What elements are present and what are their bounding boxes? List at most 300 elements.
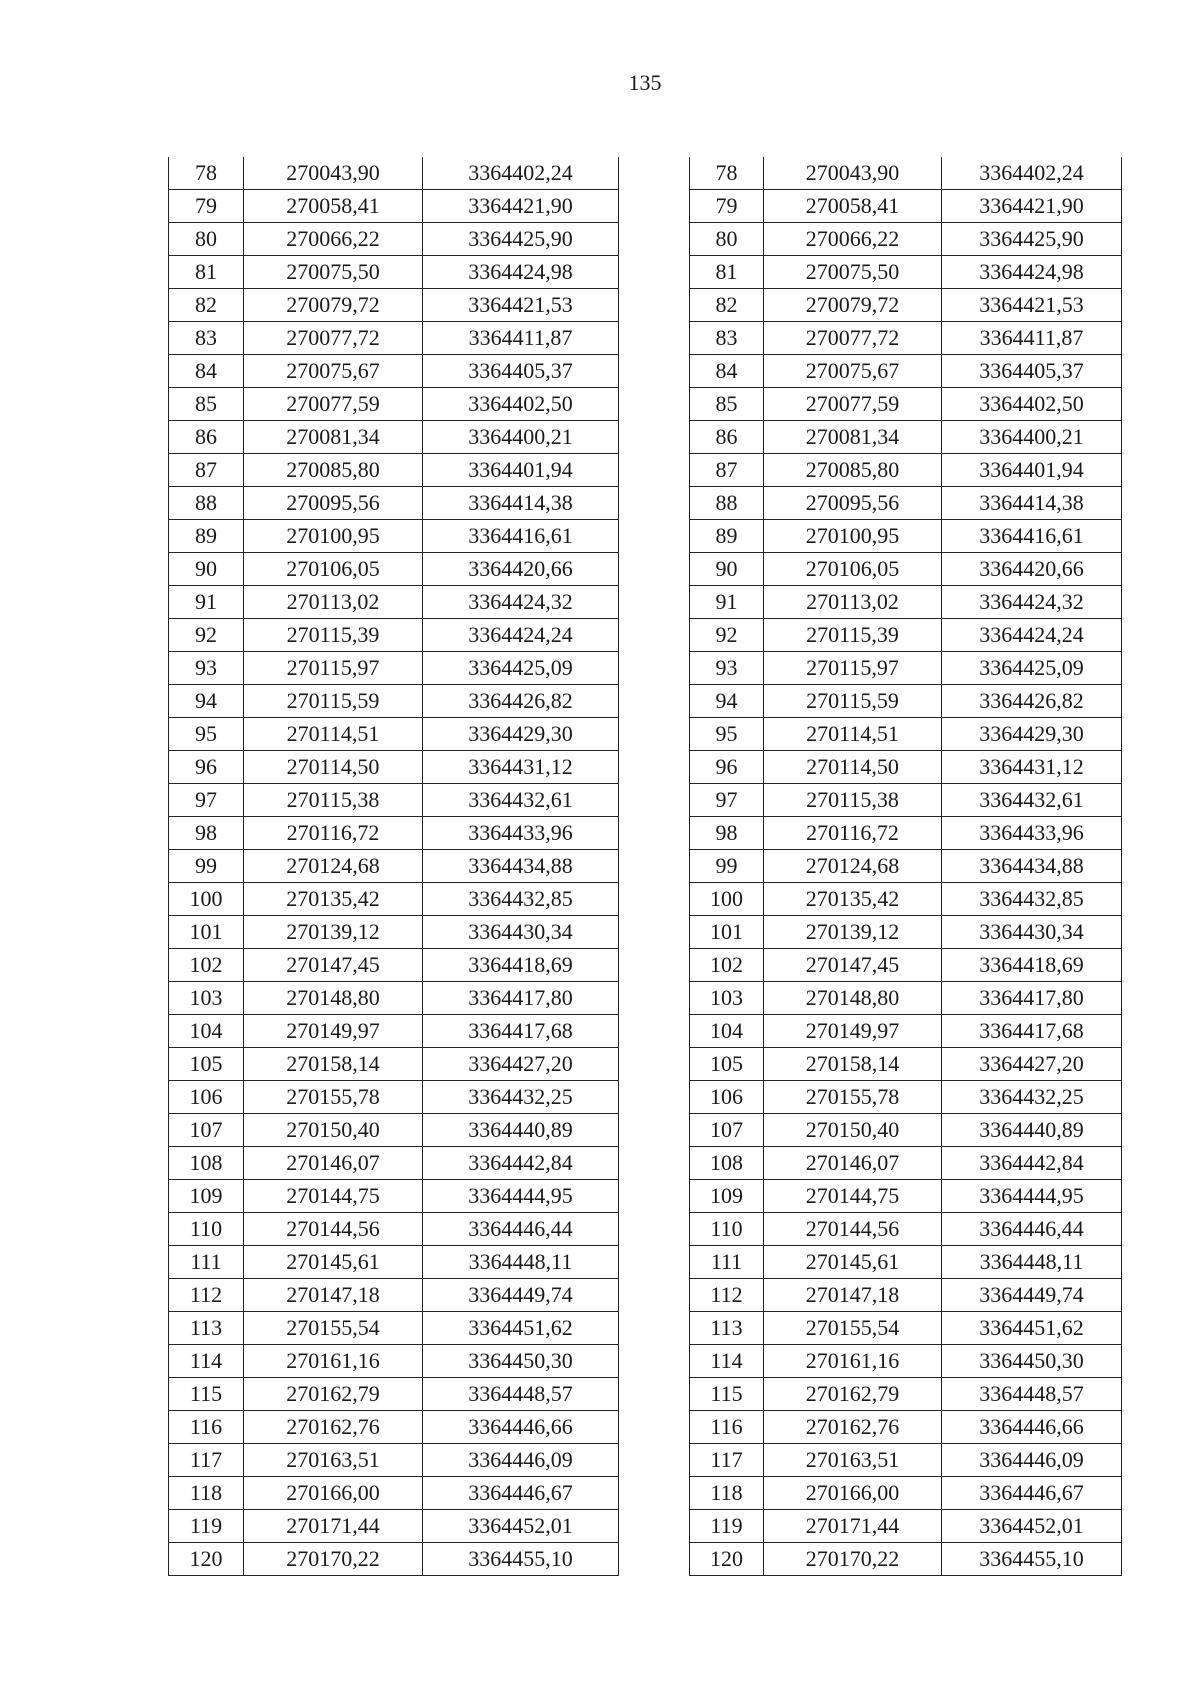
point-number-cell: 108 [690,1147,764,1180]
y-coordinate-cell: 3364442,84 [942,1147,1122,1180]
table-row [690,784,1122,817]
table-row [690,883,1122,916]
table-row [169,1246,619,1279]
point-number-cell: 104 [690,1015,764,1048]
y-coordinate-cell: 3364427,20 [423,1048,619,1081]
table-row [169,520,619,553]
point-number-cell: 107 [690,1114,764,1147]
x-coordinate-cell: 270139,12 [764,916,942,949]
y-coordinate-cell: 3364450,30 [942,1345,1122,1378]
table-row [690,322,1122,355]
y-coordinate-cell: 3364405,37 [942,355,1122,388]
table-row [690,1048,1122,1081]
table-row [690,520,1122,553]
x-coordinate-cell: 270115,59 [244,685,423,718]
point-number-cell: 97 [690,784,764,817]
x-coordinate-cell: 270149,97 [244,1015,423,1048]
x-coordinate-cell: 270115,39 [244,619,423,652]
point-number-cell: 110 [169,1213,244,1246]
coordinates-table-right [689,157,1122,1576]
y-coordinate-cell: 3364417,80 [942,982,1122,1015]
page-number: 135 [628,70,662,95]
table-row [690,1147,1122,1180]
table-row [169,421,619,454]
x-coordinate-cell: 270075,50 [764,256,942,289]
point-number-cell: 78 [169,157,244,190]
table-row [169,256,619,289]
x-coordinate-cell: 270077,59 [764,388,942,421]
y-coordinate-cell: 3364402,50 [423,388,619,421]
x-coordinate-cell: 270150,40 [244,1114,423,1147]
point-number-cell: 85 [690,388,764,421]
y-coordinate-cell: 3364420,66 [942,553,1122,586]
x-coordinate-cell: 270155,54 [244,1312,423,1345]
x-coordinate-cell: 270161,16 [764,1345,942,1378]
point-number-cell: 100 [690,883,764,916]
table-row [690,223,1122,256]
table-row [690,817,1122,850]
y-coordinate-cell: 3364429,30 [942,718,1122,751]
y-coordinate-cell: 3364432,25 [942,1081,1122,1114]
y-coordinate-cell: 3364446,44 [942,1213,1122,1246]
x-coordinate-cell: 270147,18 [244,1279,423,1312]
y-coordinate-cell: 3364451,62 [423,1312,619,1345]
point-number-cell: 120 [690,1543,764,1576]
point-number-cell: 80 [169,223,244,256]
table-row [690,1345,1122,1378]
table-row [169,190,619,223]
y-coordinate-cell: 3364411,87 [423,322,619,355]
y-coordinate-cell: 3364432,85 [942,883,1122,916]
y-coordinate-cell: 3364426,82 [423,685,619,718]
table-row [169,1510,619,1543]
y-coordinate-cell: 3364449,74 [942,1279,1122,1312]
table-row [169,553,619,586]
y-coordinate-cell: 3364421,53 [423,289,619,322]
x-coordinate-cell: 270155,78 [244,1081,423,1114]
y-coordinate-cell: 3364431,12 [942,751,1122,784]
y-coordinate-cell: 3364402,24 [423,157,619,190]
y-coordinate-cell: 3364417,68 [423,1015,619,1048]
point-number-cell: 119 [690,1510,764,1543]
table-row [690,1246,1122,1279]
x-coordinate-cell: 270058,41 [244,190,423,223]
point-number-cell: 82 [169,289,244,322]
coordinates-table-body [169,157,619,1576]
point-number-cell: 102 [169,949,244,982]
point-number-cell: 84 [169,355,244,388]
x-coordinate-cell: 270079,72 [764,289,942,322]
table-row [169,454,619,487]
point-number-cell: 116 [169,1411,244,1444]
table-row [690,1378,1122,1411]
table-row [169,1213,619,1246]
table-row [169,751,619,784]
x-coordinate-cell: 270066,22 [764,223,942,256]
x-coordinate-cell: 270146,07 [244,1147,423,1180]
x-coordinate-cell: 270166,00 [244,1477,423,1510]
x-coordinate-cell: 270066,22 [244,223,423,256]
table-row [690,289,1122,322]
point-number-cell: 109 [690,1180,764,1213]
point-number-cell: 85 [169,388,244,421]
x-coordinate-cell: 270158,14 [244,1048,423,1081]
x-coordinate-cell: 270171,44 [764,1510,942,1543]
y-coordinate-cell: 3364418,69 [423,949,619,982]
point-number-cell: 114 [169,1345,244,1378]
table-row [690,1477,1122,1510]
y-coordinate-cell: 3364405,37 [423,355,619,388]
y-coordinate-cell: 3364446,66 [423,1411,619,1444]
y-coordinate-cell: 3364442,84 [423,1147,619,1180]
x-coordinate-cell: 270148,80 [764,982,942,1015]
table-row [169,1345,619,1378]
table-row [169,1015,619,1048]
point-number-cell: 119 [169,1510,244,1543]
table-row [169,883,619,916]
point-number-cell: 101 [169,916,244,949]
x-coordinate-cell: 270139,12 [244,916,423,949]
y-coordinate-cell: 3364452,01 [942,1510,1122,1543]
x-coordinate-cell: 270100,95 [764,520,942,553]
table-row [169,223,619,256]
point-number-cell: 97 [169,784,244,817]
point-number-cell: 92 [169,619,244,652]
x-coordinate-cell: 270161,16 [244,1345,423,1378]
x-coordinate-cell: 270163,51 [764,1444,942,1477]
table-row [690,1114,1122,1147]
x-coordinate-cell: 270114,50 [764,751,942,784]
point-number-cell: 98 [690,817,764,850]
x-coordinate-cell: 270155,78 [764,1081,942,1114]
x-coordinate-cell: 270149,97 [764,1015,942,1048]
y-coordinate-cell: 3364455,10 [423,1543,619,1576]
point-number-cell: 87 [690,454,764,487]
y-coordinate-cell: 3364411,87 [942,322,1122,355]
table-row [690,718,1122,751]
y-coordinate-cell: 3364427,20 [942,1048,1122,1081]
y-coordinate-cell: 3364400,21 [942,421,1122,454]
y-coordinate-cell: 3364425,90 [942,223,1122,256]
table-row [690,1015,1122,1048]
x-coordinate-cell: 270113,02 [244,586,423,619]
table-row [690,421,1122,454]
y-coordinate-cell: 3364432,61 [942,784,1122,817]
point-number-cell: 99 [169,850,244,883]
table-row [690,751,1122,784]
table-row [169,982,619,1015]
point-number-cell: 103 [169,982,244,1015]
table-row [690,916,1122,949]
y-coordinate-cell: 3364440,89 [942,1114,1122,1147]
x-coordinate-cell: 270147,45 [244,949,423,982]
x-coordinate-cell: 270144,75 [764,1180,942,1213]
point-number-cell: 116 [690,1411,764,1444]
y-coordinate-cell: 3364418,69 [942,949,1122,982]
x-coordinate-cell: 270095,56 [764,487,942,520]
y-coordinate-cell: 3364414,38 [942,487,1122,520]
y-coordinate-cell: 3364432,85 [423,883,619,916]
point-number-cell: 79 [690,190,764,223]
table-row [690,1444,1122,1477]
y-coordinate-cell: 3364431,12 [423,751,619,784]
x-coordinate-cell: 270079,72 [244,289,423,322]
y-coordinate-cell: 3364446,67 [423,1477,619,1510]
point-number-cell: 112 [690,1279,764,1312]
table-row [690,850,1122,883]
point-number-cell: 87 [169,454,244,487]
coordinates-table-body [690,157,1122,1576]
x-coordinate-cell: 270075,50 [244,256,423,289]
point-number-cell: 120 [169,1543,244,1576]
point-number-cell: 93 [169,652,244,685]
x-coordinate-cell: 270158,14 [764,1048,942,1081]
y-coordinate-cell: 3364429,30 [423,718,619,751]
y-coordinate-cell: 3364401,94 [423,454,619,487]
y-coordinate-cell: 3364430,34 [423,916,619,949]
table-row [169,784,619,817]
x-coordinate-cell: 270116,72 [764,817,942,850]
x-coordinate-cell: 270170,22 [244,1543,423,1576]
x-coordinate-cell: 270148,80 [244,982,423,1015]
y-coordinate-cell: 3364432,25 [423,1081,619,1114]
y-coordinate-cell: 3364401,94 [942,454,1122,487]
y-coordinate-cell: 3364420,66 [423,553,619,586]
x-coordinate-cell: 270106,05 [764,553,942,586]
table-row [690,190,1122,223]
x-coordinate-cell: 270144,75 [244,1180,423,1213]
point-number-cell: 92 [690,619,764,652]
table-row [169,487,619,520]
y-coordinate-cell: 3364424,32 [942,586,1122,619]
table-row [690,454,1122,487]
x-coordinate-cell: 270075,67 [764,355,942,388]
y-coordinate-cell: 3364426,82 [942,685,1122,718]
point-number-cell: 81 [169,256,244,289]
point-number-cell: 94 [169,685,244,718]
table-row [169,1114,619,1147]
x-coordinate-cell: 270081,34 [764,421,942,454]
point-number-cell: 84 [690,355,764,388]
x-coordinate-cell: 270145,61 [764,1246,942,1279]
y-coordinate-cell: 3364421,53 [942,289,1122,322]
x-coordinate-cell: 270144,56 [244,1213,423,1246]
point-number-cell: 86 [169,421,244,454]
y-coordinate-cell: 3364425,09 [423,652,619,685]
point-number-cell: 111 [690,1246,764,1279]
x-coordinate-cell: 270124,68 [764,850,942,883]
y-coordinate-cell: 3364416,61 [942,520,1122,553]
point-number-cell: 104 [169,1015,244,1048]
point-number-cell: 90 [169,553,244,586]
point-number-cell: 115 [690,1378,764,1411]
point-number-cell: 88 [690,487,764,520]
table-row [690,1279,1122,1312]
x-coordinate-cell: 270163,51 [244,1444,423,1477]
y-coordinate-cell: 3364424,32 [423,586,619,619]
y-coordinate-cell: 3364446,09 [423,1444,619,1477]
point-number-cell: 89 [690,520,764,553]
y-coordinate-cell: 3364444,95 [423,1180,619,1213]
y-coordinate-cell: 3364448,11 [423,1246,619,1279]
x-coordinate-cell: 270115,97 [244,652,423,685]
y-coordinate-cell: 3364433,96 [942,817,1122,850]
y-coordinate-cell: 3364448,57 [942,1378,1122,1411]
point-number-cell: 115 [169,1378,244,1411]
point-number-cell: 88 [169,487,244,520]
x-coordinate-cell: 270077,59 [244,388,423,421]
table-row [690,1081,1122,1114]
y-coordinate-cell: 3364448,57 [423,1378,619,1411]
y-coordinate-cell: 3364414,38 [423,487,619,520]
table-row [690,685,1122,718]
x-coordinate-cell: 270085,80 [244,454,423,487]
x-coordinate-cell: 270135,42 [764,883,942,916]
table-row [169,388,619,421]
point-number-cell: 90 [690,553,764,586]
point-number-cell: 106 [690,1081,764,1114]
table-row [690,949,1122,982]
point-number-cell: 95 [690,718,764,751]
x-coordinate-cell: 270144,56 [764,1213,942,1246]
point-number-cell: 103 [690,982,764,1015]
y-coordinate-cell: 3364402,50 [942,388,1122,421]
table-row [690,487,1122,520]
table-row [690,619,1122,652]
y-coordinate-cell: 3364424,24 [423,619,619,652]
table-row [169,949,619,982]
point-number-cell: 96 [690,751,764,784]
point-number-cell: 112 [169,1279,244,1312]
point-number-cell: 105 [690,1048,764,1081]
y-coordinate-cell: 3364424,24 [942,619,1122,652]
table-row [690,982,1122,1015]
y-coordinate-cell: 3364416,61 [423,520,619,553]
table-row [169,355,619,388]
table-row [169,289,619,322]
point-number-cell: 86 [690,421,764,454]
x-coordinate-cell: 270095,56 [244,487,423,520]
table-row [690,652,1122,685]
x-coordinate-cell: 270170,22 [764,1543,942,1576]
point-number-cell: 91 [169,586,244,619]
table-row [169,1378,619,1411]
y-coordinate-cell: 3364417,80 [423,982,619,1015]
y-coordinate-cell: 3364444,95 [942,1180,1122,1213]
y-coordinate-cell: 3364425,09 [942,652,1122,685]
point-number-cell: 83 [690,322,764,355]
y-coordinate-cell: 3364446,09 [942,1444,1122,1477]
point-number-cell: 101 [690,916,764,949]
point-number-cell: 83 [169,322,244,355]
x-coordinate-cell: 270147,45 [764,949,942,982]
table-row [169,1312,619,1345]
x-coordinate-cell: 270075,67 [244,355,423,388]
table-row [169,652,619,685]
x-coordinate-cell: 270145,61 [244,1246,423,1279]
x-coordinate-cell: 270058,41 [764,190,942,223]
x-coordinate-cell: 270115,97 [764,652,942,685]
table-row [690,388,1122,421]
point-number-cell: 109 [169,1180,244,1213]
x-coordinate-cell: 270114,51 [244,718,423,751]
point-number-cell: 108 [169,1147,244,1180]
x-coordinate-cell: 270162,76 [764,1411,942,1444]
x-coordinate-cell: 270115,39 [764,619,942,652]
point-number-cell: 114 [690,1345,764,1378]
point-number-cell: 106 [169,1081,244,1114]
x-coordinate-cell: 270043,90 [244,157,423,190]
x-coordinate-cell: 270162,76 [244,1411,423,1444]
table-row [169,685,619,718]
x-coordinate-cell: 270115,38 [244,784,423,817]
x-coordinate-cell: 270166,00 [764,1477,942,1510]
point-number-cell: 80 [690,223,764,256]
table-row [690,1180,1122,1213]
y-coordinate-cell: 3364424,98 [942,256,1122,289]
table-row [169,1543,619,1576]
x-coordinate-cell: 270077,72 [244,322,423,355]
x-coordinate-cell: 270113,02 [764,586,942,619]
x-coordinate-cell: 270085,80 [764,454,942,487]
x-coordinate-cell: 270162,79 [764,1378,942,1411]
y-coordinate-cell: 3364425,90 [423,223,619,256]
point-number-cell: 113 [169,1312,244,1345]
x-coordinate-cell: 270150,40 [764,1114,942,1147]
table-row [169,322,619,355]
x-coordinate-cell: 270147,18 [764,1279,942,1312]
point-number-cell: 89 [169,520,244,553]
y-coordinate-cell: 3364400,21 [423,421,619,454]
point-number-cell: 100 [169,883,244,916]
y-coordinate-cell: 3364440,89 [423,1114,619,1147]
point-number-cell: 82 [690,289,764,322]
point-number-cell: 78 [690,157,764,190]
point-number-cell: 107 [169,1114,244,1147]
x-coordinate-cell: 270171,44 [244,1510,423,1543]
point-number-cell: 105 [169,1048,244,1081]
point-number-cell: 91 [690,586,764,619]
x-coordinate-cell: 270106,05 [244,553,423,586]
point-number-cell: 94 [690,685,764,718]
table-row [169,1147,619,1180]
table-row [690,256,1122,289]
point-number-cell: 95 [169,718,244,751]
table-row [169,1048,619,1081]
y-coordinate-cell: 3364449,74 [423,1279,619,1312]
table-row [169,1444,619,1477]
y-coordinate-cell: 3364402,24 [942,157,1122,190]
y-coordinate-cell: 3364421,90 [942,190,1122,223]
x-coordinate-cell: 270077,72 [764,322,942,355]
y-coordinate-cell: 3364432,61 [423,784,619,817]
x-coordinate-cell: 270116,72 [244,817,423,850]
y-coordinate-cell: 3364446,66 [942,1411,1122,1444]
table-row [169,1411,619,1444]
point-number-cell: 118 [169,1477,244,1510]
x-coordinate-cell: 270100,95 [244,520,423,553]
x-coordinate-cell: 270124,68 [244,850,423,883]
table-row [690,1312,1122,1345]
y-coordinate-cell: 3364433,96 [423,817,619,850]
table-row [690,1510,1122,1543]
point-number-cell: 81 [690,256,764,289]
x-coordinate-cell: 270081,34 [244,421,423,454]
y-coordinate-cell: 3364450,30 [423,1345,619,1378]
y-coordinate-cell: 3364417,68 [942,1015,1122,1048]
point-number-cell: 93 [690,652,764,685]
table-row [690,157,1122,190]
